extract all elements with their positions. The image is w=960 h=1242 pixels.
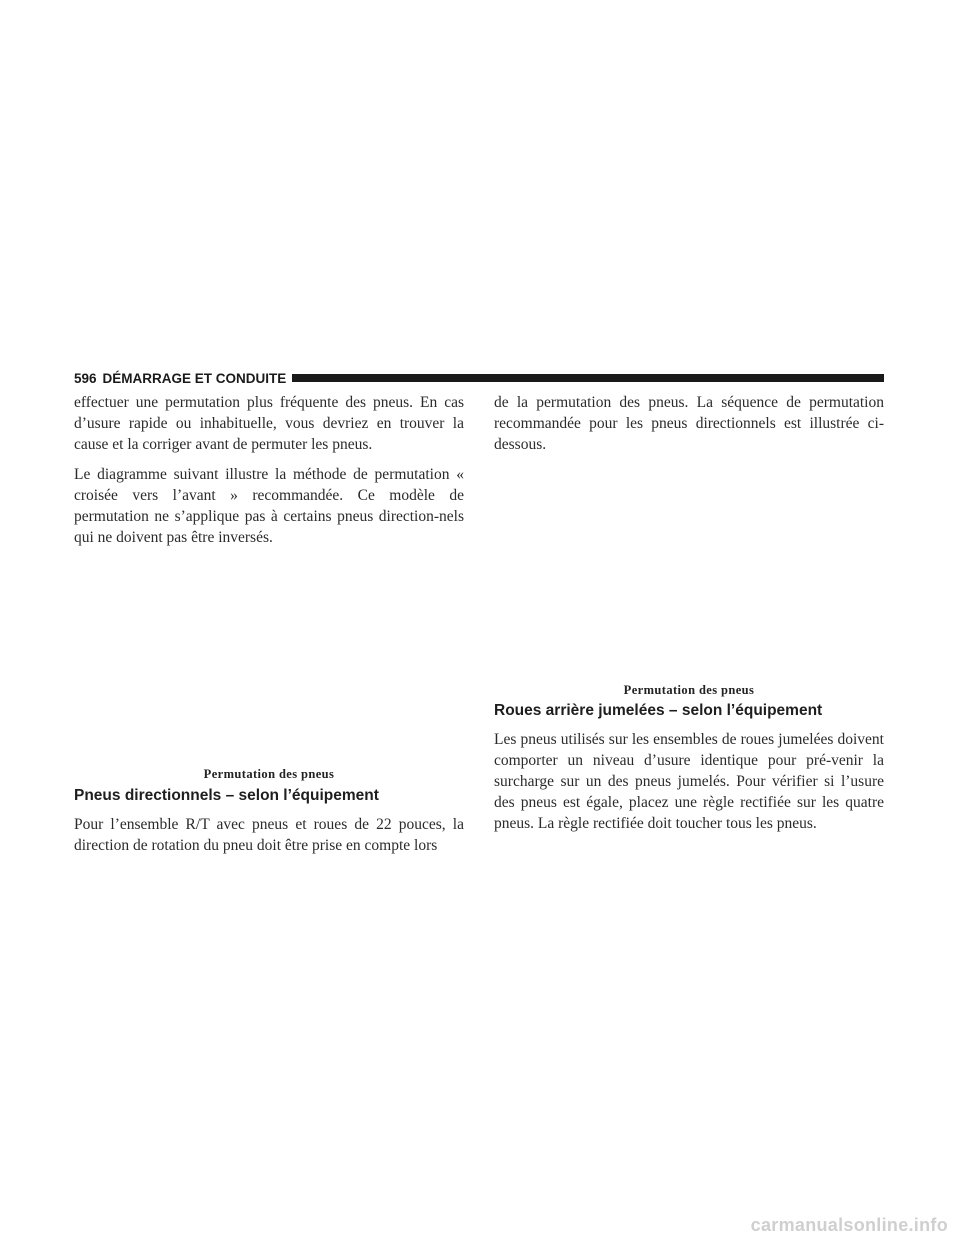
left-paragraph-1: effectuer une permutation plus fréquente des pneus. En cas d’usure rapide ou inhabituelle, vous devriez en trouver la cause et la corriger avant de permuter les pneus. xyxy=(74,394,464,453)
right-figure-caption: Permutation des pneus xyxy=(623,683,755,697)
left-heading-paragraph: Pour l’ensemble R/T avec pneus et roues de 22 pouces, la direction de rotation du pneu doit être prise en compte lors xyxy=(74,816,464,854)
right-column xyxy=(494,392,884,455)
right-heading-body xyxy=(494,729,884,834)
right-heading: Roues arrière jumelées – selon l’équipement xyxy=(494,702,823,719)
left-heading-body xyxy=(74,814,464,856)
header-rule xyxy=(292,374,884,382)
left-figure-caption: Permutation des pneus xyxy=(203,767,335,781)
right-paragraph-1: de la permutation des pneus. La séquence de permutation recommandée pour les pneus directionnels est illustrée ci-dessous. xyxy=(494,394,884,453)
section-title: DÉMARRAGE ET CONDUITE xyxy=(102,370,287,386)
left-paragraph-2: Le diagramme suivant illustre la méthode de permutation « croisée vers l’avant » recommandée. Ce modèle de permutation ne s’applique pas à certains pneus direction-nels qui ne doivent pas être inversés. xyxy=(74,466,464,546)
left-heading: Pneus directionnels – selon l’équipement xyxy=(74,787,379,804)
watermark: carmanualsonline.info xyxy=(750,1215,948,1235)
page-header xyxy=(74,370,884,386)
left-column xyxy=(74,392,464,548)
right-heading-paragraph: Les pneus utilisés sur les ensembles de roues jumelées doivent comporter un niveau d’usure identique pour pré-venir la surcharge sur un des pneus jumelés. Pour vérifier si l’usure des pneus est égale, placez une règle rectifiée sur les quatre pneus. La règle rectifiée doit toucher tous les pneus. xyxy=(494,731,884,832)
page-number: 596 xyxy=(74,370,97,386)
